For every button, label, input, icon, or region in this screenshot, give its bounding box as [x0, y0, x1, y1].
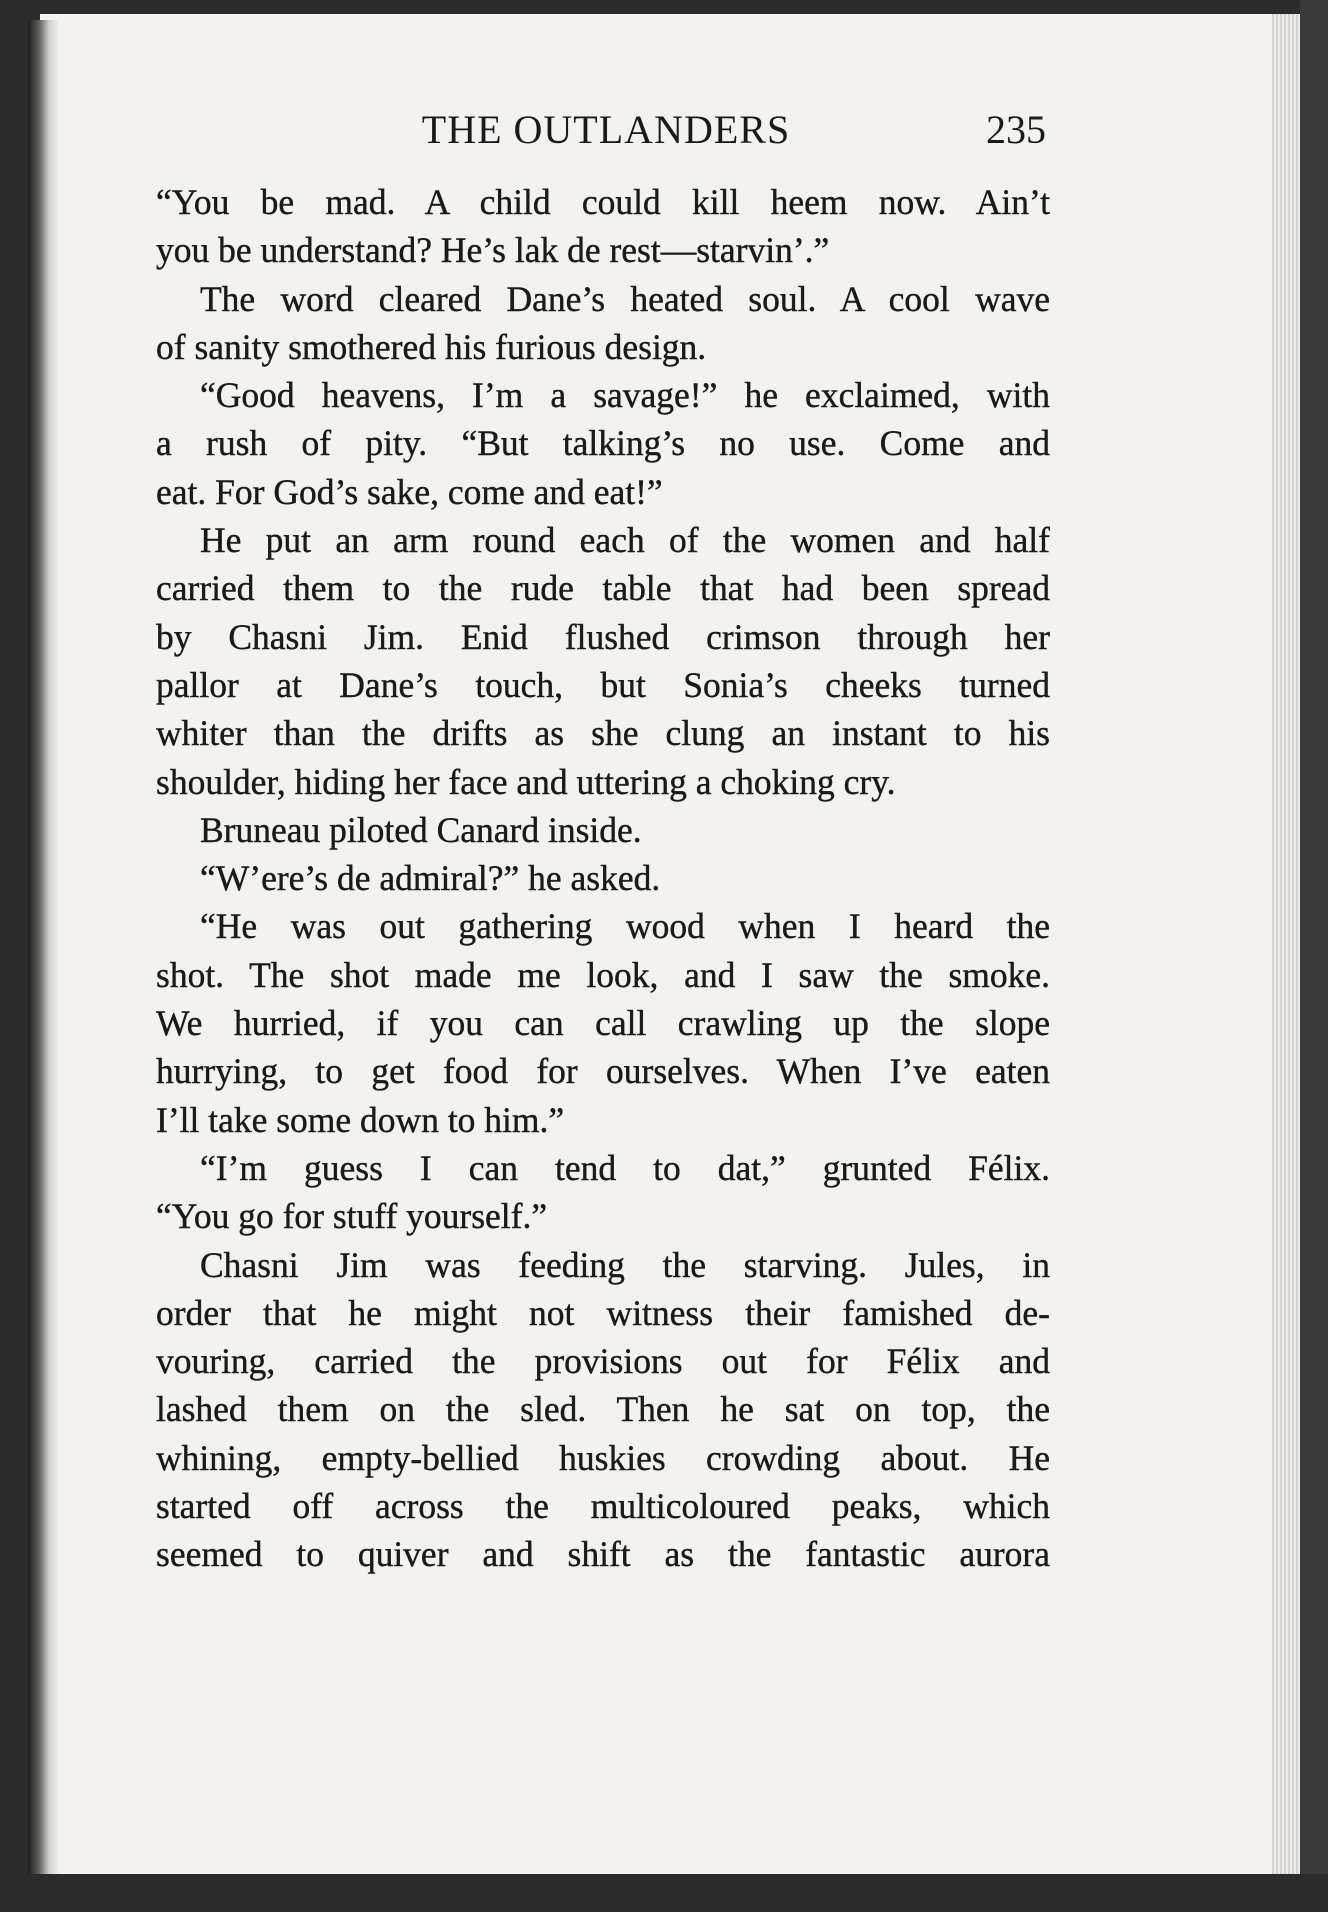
scan-border-bottom: [0, 1874, 1328, 1912]
text-line: by Chasni Jim. Enid flushed crimson through her: [156, 616, 1050, 657]
text-line: “W’ere’s de admiral?” he asked.: [200, 858, 661, 899]
text-line: The word cleared Dane’s heated soul. A cool wave: [200, 278, 1050, 319]
text-line: “You be mad. A child could kill heem now. Ain’t: [156, 182, 1050, 222]
scan-border-right: [1300, 0, 1328, 1912]
text-line: hurrying, to get food for ourselves. When I’ve eaten: [156, 1051, 1050, 1092]
text-line: We hurried, if you can call crawling up the slope: [156, 1003, 1050, 1044]
page-header: [156, 106, 1056, 156]
text-line: carried them to the rude table that had been spread: [156, 568, 1050, 609]
text-line: seemed to quiver and shift as the fantastic aurora: [156, 1534, 1050, 1575]
body-text: [156, 178, 1050, 1579]
text-line: shoulder, hiding her face and uttering a choking cry.: [156, 761, 896, 802]
text-line: shot. The shot made me look, and I saw the smoke.: [156, 954, 1050, 995]
text-line: He put an arm round each of the women and half: [200, 520, 1050, 561]
book-spine-shadow: [28, 20, 58, 1875]
text-line: order that he might not witness their famished de-: [156, 1292, 1050, 1333]
text-line: whiter than the drifts as she clung an instant to his: [156, 713, 1050, 754]
page-fore-edge: [1272, 14, 1300, 1874]
text-line: “He was out gathering wood when I heard the: [200, 906, 1050, 947]
text-line: eat. For God’s sake, come and eat!”: [156, 471, 663, 512]
text-line: “Good heavens, I’m a savage!” he exclaimed, with: [200, 375, 1050, 416]
page-number: 235: [986, 107, 1046, 152]
text-line: I’ll take some down to him.”: [156, 1099, 565, 1140]
text-line: started off across the multicoloured peaks, which: [156, 1486, 1050, 1527]
text-line: “I’m guess I can tend to dat,” grunted Félix.: [200, 1147, 1050, 1188]
text-line: a rush of pity. “But talking’s no use. Come and: [156, 423, 1050, 464]
text-line: Chasni Jim was feeding the starving. Jules, in: [200, 1244, 1050, 1285]
text-line: Bruneau piloted Canard inside.: [200, 809, 642, 850]
text-line: pallor at Dane’s touch, but Sonia’s cheeks turned: [156, 664, 1050, 705]
text-line: of sanity smothered his furious design.: [156, 326, 707, 367]
text-line: lashed them on the sled. Then he sat on top, the: [156, 1389, 1050, 1430]
text-line: “You go for stuff yourself.”: [156, 1196, 548, 1237]
text-line: whining, empty-bellied huskies crowding about. He: [156, 1437, 1050, 1478]
text-line: you be understand? He’s lak de rest—starvin’.”: [156, 230, 830, 271]
text-line: vouring, carried the provisions out for Félix and: [156, 1341, 1050, 1382]
running-head: THE OUTLANDERS: [421, 107, 791, 152]
